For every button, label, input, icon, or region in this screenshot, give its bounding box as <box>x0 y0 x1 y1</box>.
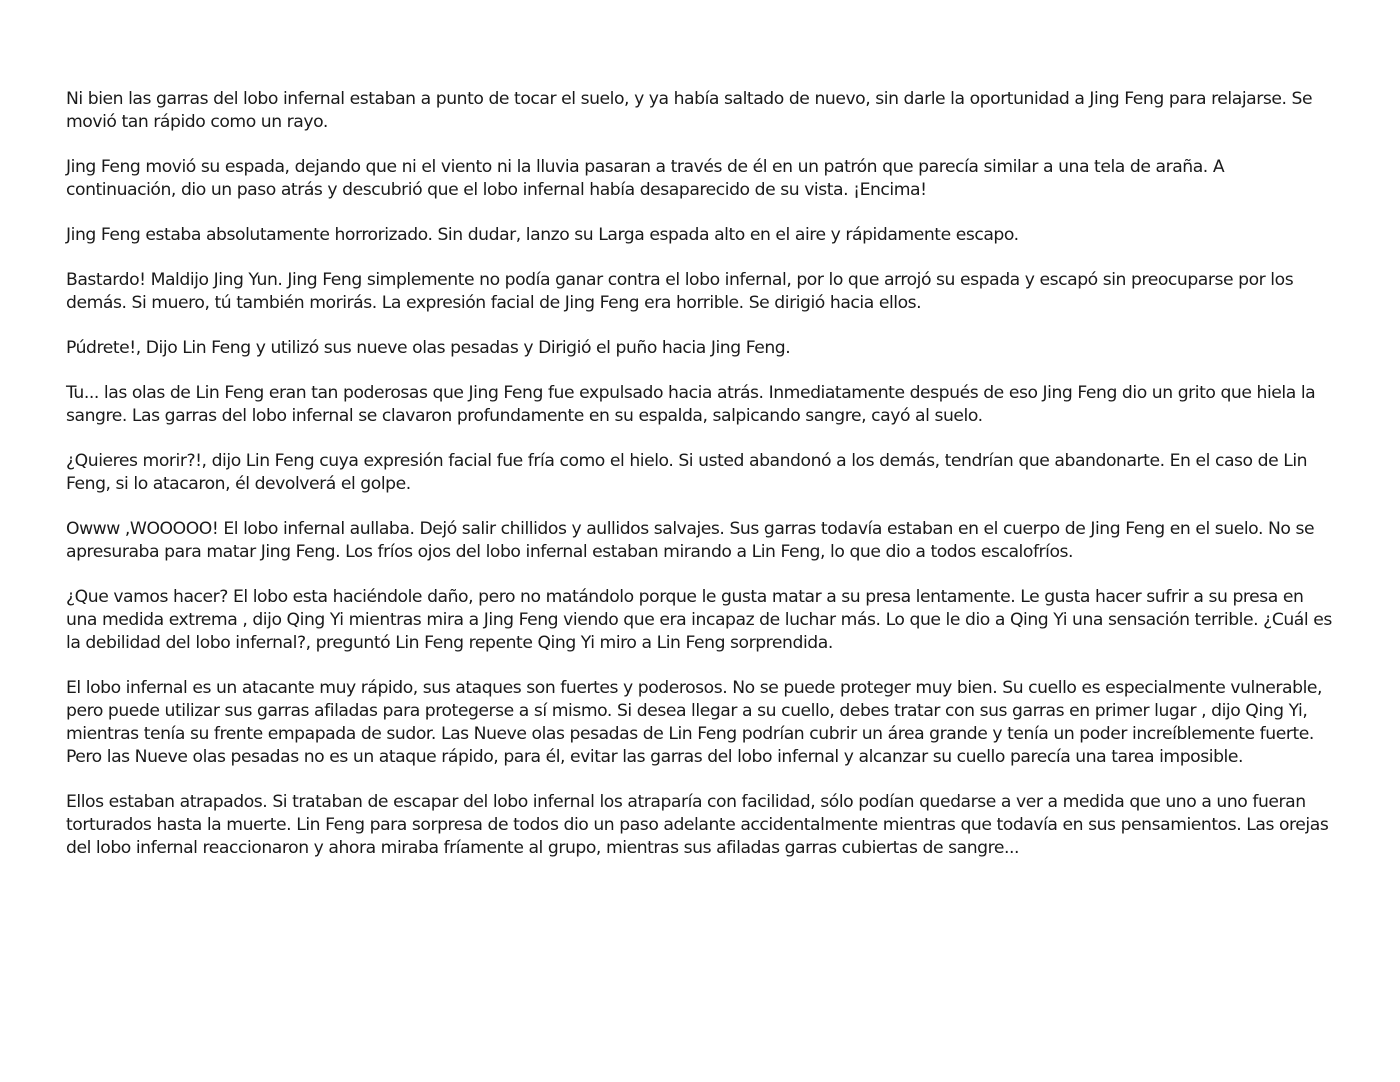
paragraph-7: ¿Quieres morir?!, dijo Lin Feng cuya expresión facial fue fría como el hielo. Si usted abandonó a los demás, tendrían que abandonarte. En el caso de Lin Feng, si lo atacaron, él devolverá el golpe. <box>66 451 1308 494</box>
document-body <box>66 88 1338 882</box>
paragraph-3: Jing Feng estaba absolutamente horrorizado. Sin dudar, lanzo su Larga espada alto en el aire y rápidamente escapo. <box>66 225 1019 245</box>
paragraph-4: Bastardo! Maldijo Jing Yun. Jing Feng simplemente no podía ganar contra el lobo infernal, por lo que arrojó su espada y escapó sin preocuparse por los demás. Si muero, tú también morirás. La expresión facial de Jing Feng era horrible. Se dirigió hacia ellos. <box>66 270 1294 313</box>
paragraph-5: Púdrete!, Dijo Lin Feng y utilizó sus nueve olas pesadas y Dirigió el puño hacia Jing Feng. <box>66 338 791 358</box>
paragraph-9: ¿Que vamos hacer? El lobo esta haciéndole daño, pero no matándolo porque le gusta matar a su presa lentamente. Le gusta hacer sufrir a su presa en una medida extrema , dijo Qing Yi mientras mira a Jing Feng viendo que era incapaz de luchar más. Lo que le dio a Qing Yi una sensación terrible. ¿Cuál es la debilidad del lobo infernal?, preguntó Lin Feng repente Qing Yi miro a Lin Feng sorprendida. <box>66 587 1332 653</box>
paragraph-8: Owww ,WOOOOO! El lobo infernal aullaba. Dejó salir chillidos y aullidos salvajes. Sus garras todavía estaban en el cuerpo de Jing Feng en el suelo. No se apresuraba para matar Jing Feng. Los fríos ojos del lobo infernal estaban mirando a Lin Feng, lo que dio a todos escalofríos. <box>66 519 1315 562</box>
paragraph-11: Ellos estaban atrapados. Si trataban de escapar del lobo infernal los atraparía con facilidad, sólo podían quedarse a ver a medida que uno a uno fueran torturados hasta la muerte. Lin Feng para sorpresa de todos dio un paso adelante accidentalmente mientras que todavía en sus pensamientos. Las orejas del lobo infernal reaccionaron y ahora miraba fríamente al grupo, mientras sus afiladas garras cubiertas de sangre... <box>66 792 1329 858</box>
paragraph-2: Jing Feng movió su espada, dejando que ni el viento ni la lluvia pasaran a través de él en un patrón que parecía similar a una tela de araña. A continuación, dio un paso atrás y descubrió que el lobo infernal había desaparecido de su vista. ¡Encima! <box>66 157 1225 200</box>
paragraph-1: Ni bien las garras del lobo infernal estaban a punto de tocar el suelo, y ya había saltado de nuevo, sin darle la oportunidad a Jing Feng para relajarse. Se movió tan rápido como un rayo. <box>66 89 1313 132</box>
paragraph-6: Tu... las olas de Lin Feng eran tan poderosas que Jing Feng fue expulsado hacia atrás. Inmediatamente después de eso Jing Feng dio un grito que hiela la sangre. Las garras del lobo infernal se clavaron profundamente en su espalda, salpicando sangre, cayó al suelo. <box>66 383 1316 426</box>
paragraph-10: El lobo infernal es un atacante muy rápido, sus ataques son fuertes y poderosos. No se puede proteger muy bien. Su cuello es especialmente vulnerable, pero puede utilizar sus garras afiladas para protegerse a sí mismo. Si desea llegar a su cuello, debes tratar con sus garras en primer lugar , dijo Qing Yi, mientras tenía su frente empapada de sudor. Las Nueve olas pesadas de Lin Feng podrían cubrir un área grande y tenía un poder increíblemente fuerte. Pero las Nueve olas pesadas no es un ataque rápido, para él, evitar las garras del lobo infernal y alcanzar su cuello parecía una tarea imposible. <box>66 678 1323 767</box>
